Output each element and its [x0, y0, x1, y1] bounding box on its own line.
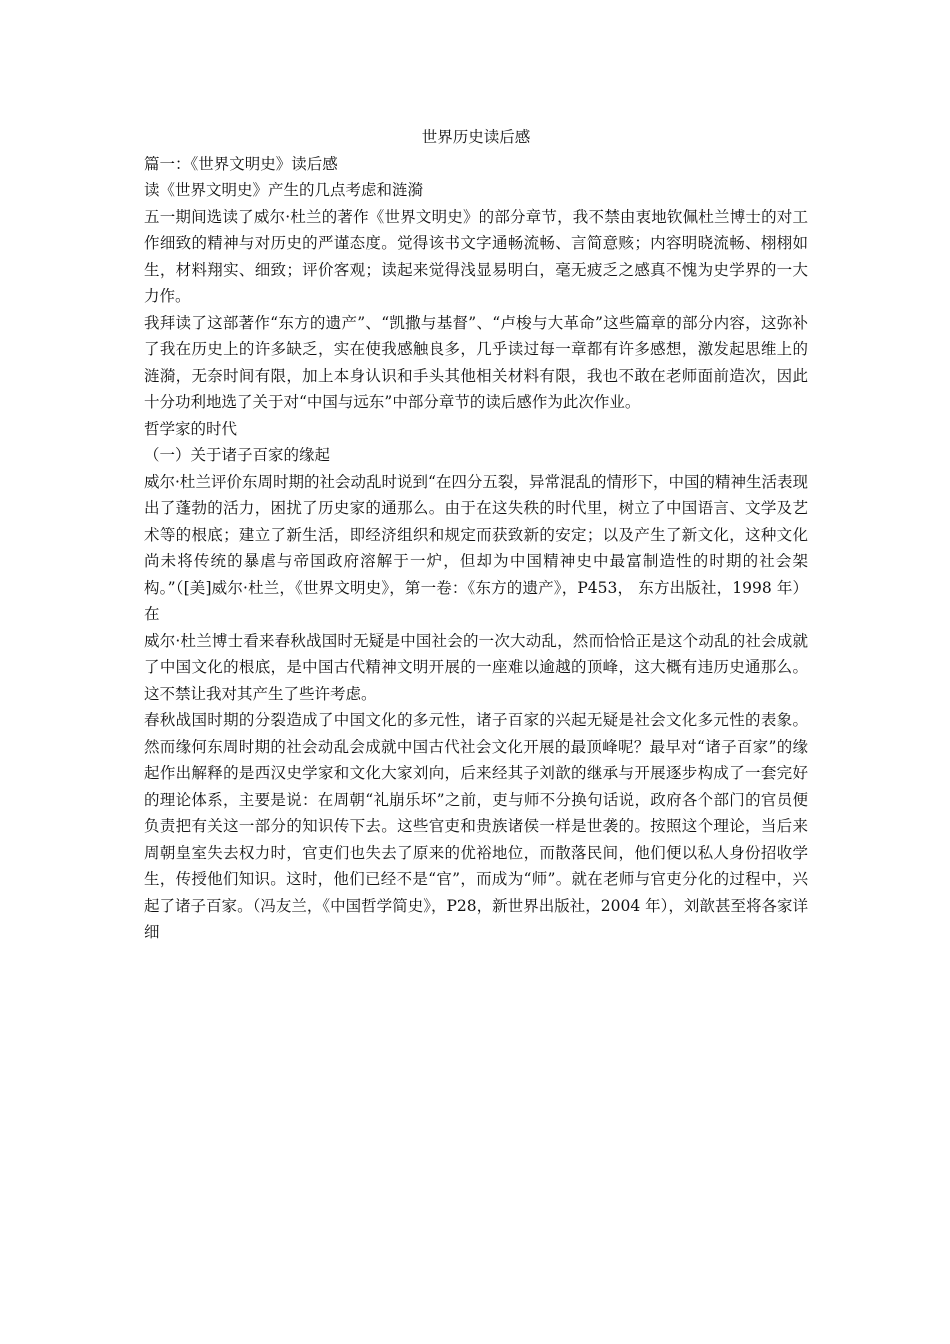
section-heading-part-one: 篇一：《世界文明史》读后感 — [144, 154, 338, 173]
paragraph-spring-autumn: 春秋战国时期的分裂造成了中国文化的多元性，诸子百家的兴起无疑是社会文化多元性的表象。然而缘何东周时期的社会动乱会成就中国古代社会文化开展的最顶峰呢？最早对“诸子百家”的缘起作出解释的是西汉史学家和文化大家刘向，后来经其子刘歆的继承与开展逐步构成了一套完好的理论体系，主要是说：在周朝“礼崩乐坏”之前，吏与师不分换句话说，政府各个部门的官员便负责把有关这一部分的知识传下去。这些官吏和贵族诸侯一样是世袭的。按照这个理论，当后来周朝皇室失去权力时，官吏们也失去了原来的优裕地位，而散落民间，他们便以私人身份招收学生，传授他们知识。这时，他们已经不是“官”，而成为“师”。就在老师与官吏分化的过程中，兴起了诸子百家。（冯友兰，《中国哲学简史》，P28，新世界出版社，2004 年），刘歆甚至将各家详细 — [144, 711, 808, 941]
subsection-heading-origins: （一）关于诸子百家的缘起 — [144, 446, 331, 464]
document-page — [144, 124, 808, 946]
section-heading-philosophers: 哲学家的时代 — [144, 419, 238, 438]
paragraph-durant-quote: 威尔·杜兰评价东周时期的社会动乱时说到“在四分五裂，异常混乱的情形下，中国的精神生活表现出了蓬勃的活力，困扰了历史家的通那么。由于在这失秩的时代里，树立了中国语言、文学及艺术等的根底；建立了新生活，即经济组织和规定而获致新的安定；以及产生了新文化，这种文化尚未将传统的暴虐与帝国政府溶解于一炉，但却为中国精神史中最富制造性的时期的社会架构。”（[美]威尔·杜兰，《世界文明史》，第一卷：《东方的遗产》，P453， 东方出版社，1998 年）在 — [144, 472, 808, 623]
paragraph-chapters-read: 我拜读了这部著作“东方的遗产”、“凯撒与基督”、“卢梭与大革命”这些篇章的部分内容，这弥补了我在历史上的许多缺乏，实在使我感触良多，几乎读过每一章都有许多感想，激发起思维上的涟漪，无奈时间有限，加上本身认识和手头其他相关材料有限，我也不敢在老师面前造次，因此十分功利地选了关于对“中国与远东”中部分章节的读后感作为此次作业。 — [144, 313, 808, 411]
paragraph-durant-view: 威尔·杜兰博士看来春秋战国时无疑是中国社会的一次大动乱，然而恰恰正是这个动乱的社会成就了中国文化的根底，是中国古代精神文明开展的一座难以逾越的顶峰，这大概有违历史通那么。这不禁让我对其产生了些许考虑。 — [144, 631, 808, 703]
document-title: 世界历史读后感 — [421, 128, 531, 146]
paragraph-intro: 五一期间选读了威尔·杜兰的著作《世界文明史》的部分章节，我不禁由衷地钦佩杜兰博士的对工作细致的精神与对历史的严谨态度。觉得该书文字通畅流畅、言简意赅；内容明晓流畅、栩栩如生，材料翔实、细致；评价客观；读起来觉得浅显易明白，毫无疲乏之感真不愧为史学界的一大力作。 — [144, 207, 808, 305]
essay-subtitle: 读《世界文明史》产生的几点考虑和涟漪 — [144, 181, 424, 199]
